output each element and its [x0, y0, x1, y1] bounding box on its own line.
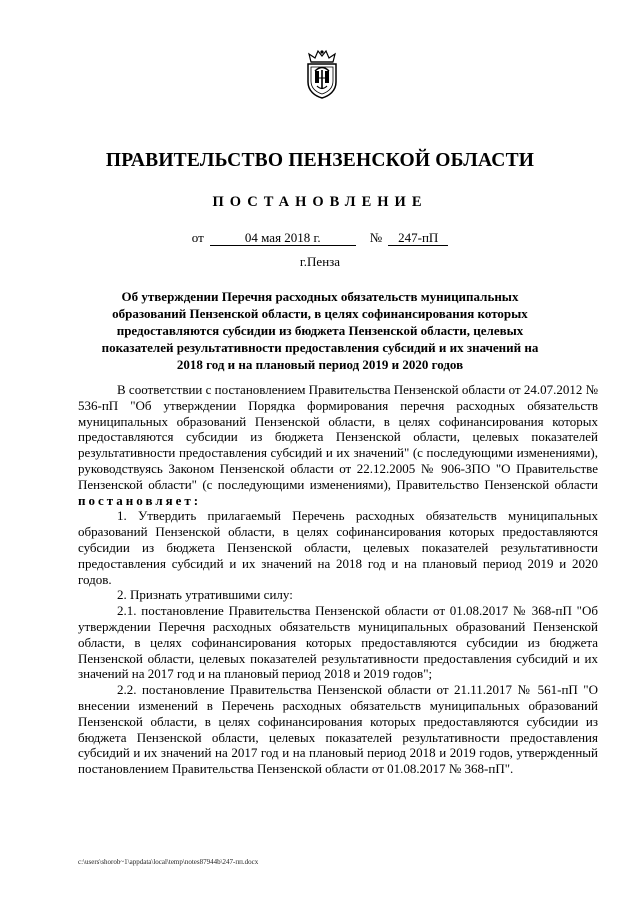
- item-1: 1. Утвердить прилагаемый Перечень расходных обязательств муниципальных образований Пензенской области, в целях софинансирования которых предоставляются субсидии из бюджета Пензенской области, целевых показателей результативности предоставления субсидий и их значений на 2018 год и на плановый период 2019 и 2020 годов.: [78, 508, 598, 587]
- number-prefix: №: [369, 230, 383, 245]
- document-number: 247-пП: [388, 231, 448, 246]
- date-number-line: [0, 230, 640, 246]
- document-body: [78, 382, 598, 777]
- preamble-text: В соответствии с постановлением Правительства Пензенской области от 24.07.2012 № 536-пП "Об утверждении Порядка формирования перечня расходных обязательств муниципальных образований Пензенской области, в целях софинансирования которых предоставляются субсидии из бюджета Пензенской области, целевых показателей результативности предоставления субсидий и их значений" (с последующими изменениями), руководствуясь Законом Пензенской области от 22.12.2005 № 906-ЗПО "О Правительстве Пензенской области" (с последующими изменениями), Правительство Пензенской области: [78, 382, 598, 492]
- penza-coat-of-arms-icon: [303, 48, 341, 100]
- preamble-paragraph: [78, 382, 598, 508]
- item-2-2: 2.2. постановление Правительства Пензенской области от 21.11.2017 № 561-пП "О внесении изменений в Перечень расходных обязательств муниципальных образований Пензенской области, в целях софинансирования которых предоставляются субсидии из бюджета Пензенской области, целевых показателей результативности предоставления субсидий и их значений на 2017 год и на плановый период 2018 и 2019 годов, утвержденный постановлением Правительства Пензенской области от 01.08.2017 № 368-пП".: [78, 682, 598, 777]
- item-2-1: 2.1. постановление Правительства Пензенской области от 01.08.2017 № 368-пП "Об утверждении Перечня расходных обязательств муниципальных образований Пензенской области, в целях софинансирования которых предоставляются субсидии из бюджета Пензенской области, целевых показателей результативности предоставления субсидий и их значений на 2017 год и на плановый период 2018 и 2019 годов";: [78, 603, 598, 682]
- footer-file-path: c:\users\shorob~1\appdata\local\temp\notes87944b\247-пп.docx: [78, 858, 259, 866]
- document-date: 04 мая 2018 г.: [210, 231, 356, 246]
- city: г.Пенза: [299, 254, 341, 269]
- date-prefix: от: [191, 230, 204, 245]
- document-type: ПОСТАНОВЛЕНИЕ: [212, 194, 428, 210]
- government-title: ПРАВИТЕЛЬСТВО ПЕНЗЕНСКОЙ ОБЛАСТИ: [105, 150, 535, 171]
- document-subject: Об утверждении Перечня расходных обязательств муниципальных образований Пензенской области, в целях софинансирования которых предоставляются субсидии из бюджета Пензенской области, целевых показателей результативности предоставления субсидий и их значений на 2018 год и на плановый период 2019 и 2020 годов: [101, 289, 539, 372]
- postanovlyaet-word: постановляет:: [78, 492, 202, 508]
- item-2: 2. Признать утратившими силу:: [117, 587, 293, 603]
